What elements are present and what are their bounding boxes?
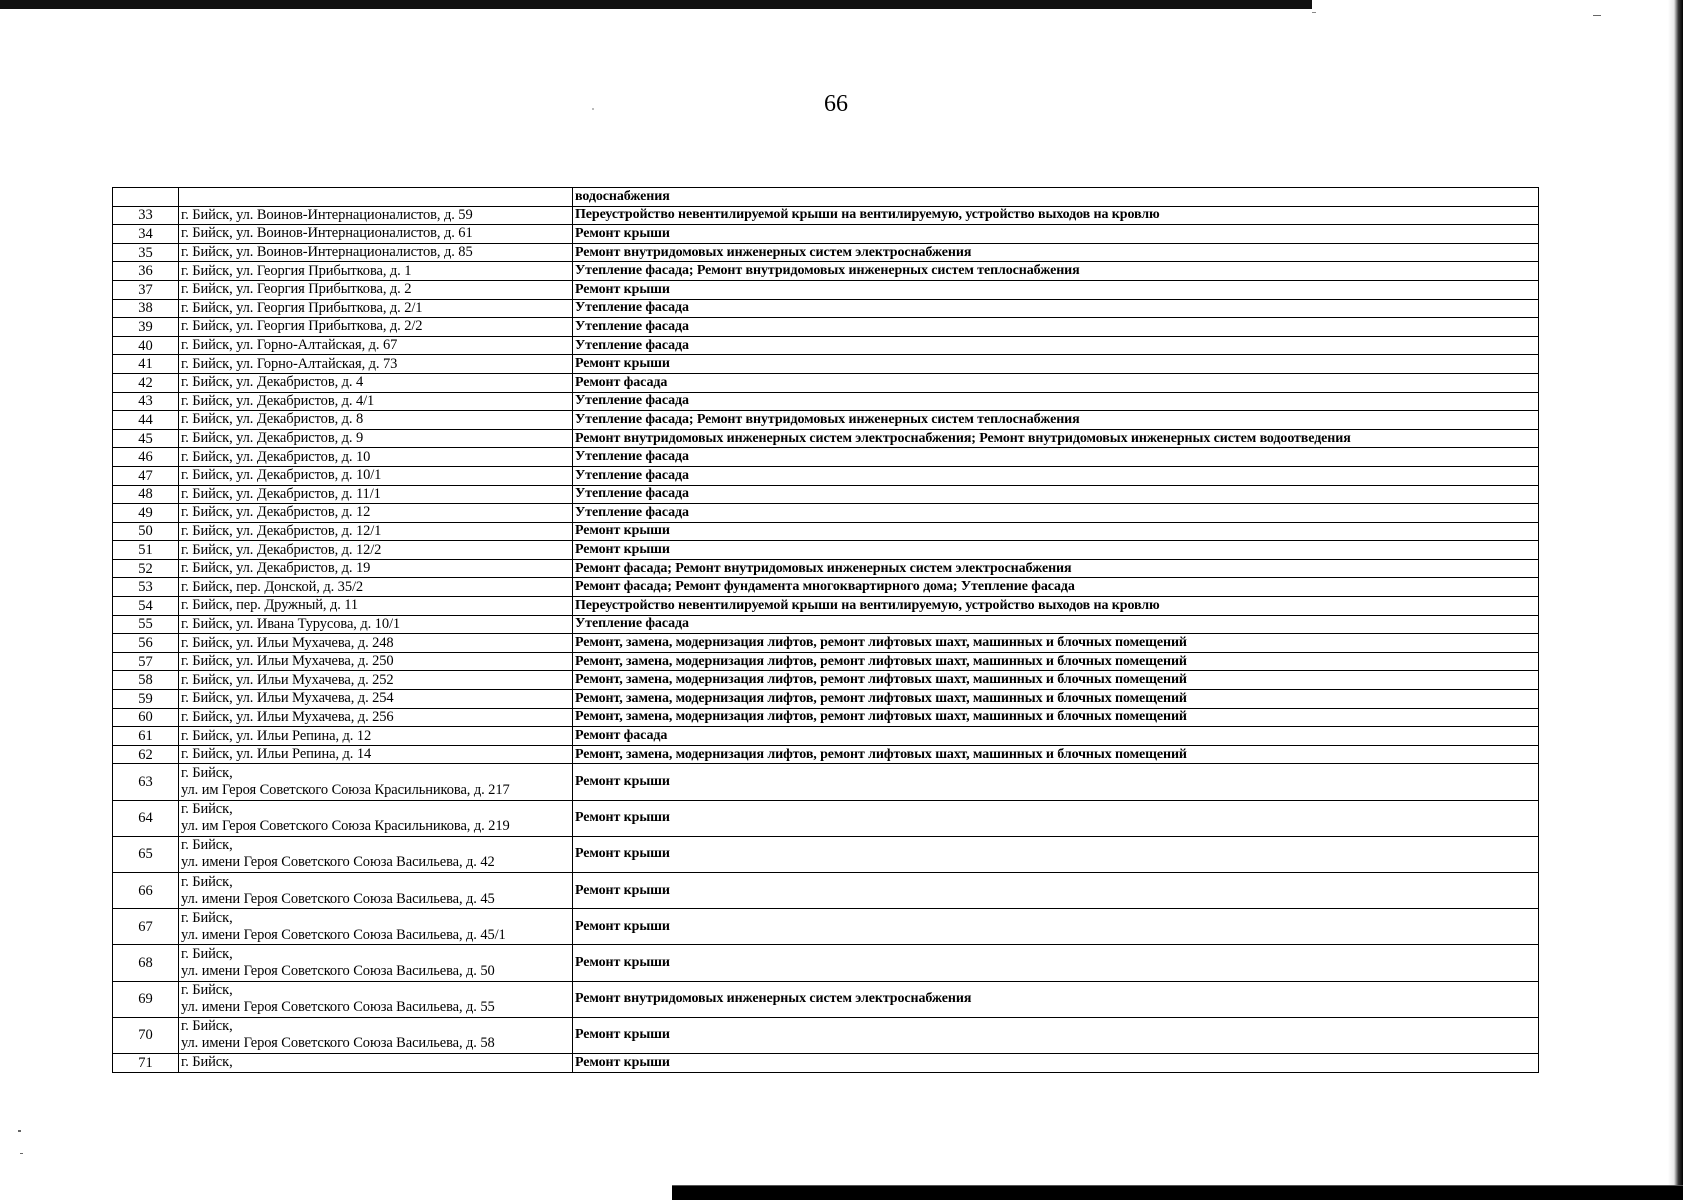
address-cell — [179, 448, 573, 467]
work-type-cell: Утепление фасада — [573, 466, 1539, 485]
row-number-cell: 52 — [113, 559, 179, 578]
row-number-cell: 47 — [113, 466, 179, 485]
scan-speck — [20, 1153, 23, 1154]
address-line: г. Бийск, ул. Декабристов, д. 10/1 — [181, 467, 382, 484]
row-number-cell: 35 — [113, 243, 179, 262]
work-type-cell: Ремонт крыши — [573, 1017, 1539, 1053]
table-row — [113, 504, 1539, 523]
address-cell — [179, 559, 573, 578]
work-type-cell: Ремонт крыши — [573, 800, 1539, 836]
work-type-cell: Ремонт крыши — [573, 1053, 1539, 1072]
row-number-cell: 62 — [113, 745, 179, 764]
address-cell — [179, 206, 573, 225]
work-type-cell: Ремонт крыши — [573, 541, 1539, 560]
table-row — [113, 318, 1539, 337]
address-cell — [179, 909, 573, 945]
row-number-cell: 58 — [113, 671, 179, 690]
address-line: г. Бийск, ул. Декабристов, д. 9 — [181, 430, 364, 447]
work-type-cell: Ремонт внутридомовых инженерных систем электроснабжения — [573, 243, 1539, 262]
row-number-cell: 40 — [113, 336, 179, 355]
work-type-cell: водоснабжения — [573, 188, 1539, 207]
page-number: 66 — [824, 91, 848, 117]
row-number-cell: 41 — [113, 355, 179, 374]
row-number-cell: 42 — [113, 373, 179, 392]
table-row — [113, 299, 1539, 318]
address-line: г. Бийск, — [181, 801, 233, 818]
table-row — [113, 1053, 1539, 1072]
row-number-cell: 46 — [113, 448, 179, 467]
row-number-cell: 67 — [113, 909, 179, 945]
address-cell — [179, 243, 573, 262]
address-line: г. Бийск, ул. Воинов-Интернационалистов, д. 59 — [181, 206, 473, 223]
work-type-cell: Утепление фасада — [573, 615, 1539, 634]
address-cell — [179, 634, 573, 653]
work-type-cell: Утепление фасада — [573, 299, 1539, 318]
table-row — [113, 541, 1539, 560]
scan-border-bottom — [672, 1186, 1683, 1200]
row-number-cell: 39 — [113, 318, 179, 337]
table-row — [113, 373, 1539, 392]
work-type-cell: Ремонт крыши — [573, 355, 1539, 374]
row-number-cell: 60 — [113, 708, 179, 727]
address-cell — [179, 485, 573, 504]
address-line: ул. имени Героя Советского Союза Васильева, д. 42 — [181, 854, 495, 871]
table-row — [113, 909, 1539, 945]
table-row — [113, 634, 1539, 653]
scan-border-top — [0, 0, 1312, 9]
address-cell — [179, 836, 573, 872]
row-number-cell: 63 — [113, 764, 179, 800]
work-type-cell: Ремонт крыши — [573, 225, 1539, 244]
row-number-cell: 54 — [113, 597, 179, 616]
scan-speck — [18, 1130, 21, 1132]
row-number-cell: 59 — [113, 690, 179, 709]
address-line: г. Бийск, ул. Горно-Алтайская, д. 67 — [181, 337, 398, 354]
work-type-cell: Ремонт внутридомовых инженерных систем электроснабжения; Ремонт внутридомовых инженерных систем водоотведения — [573, 429, 1539, 448]
address-cell — [179, 872, 573, 908]
work-type-cell: Ремонт, замена, модернизация лифтов, ремонт лифтовых шахт, машинных и блочных помещений — [573, 745, 1539, 764]
work-type-cell: Ремонт крыши — [573, 522, 1539, 541]
row-number-cell: 44 — [113, 411, 179, 430]
table-row — [113, 280, 1539, 299]
address-cell — [179, 541, 573, 560]
table-row — [113, 392, 1539, 411]
table-row — [113, 429, 1539, 448]
work-type-cell: Утепление фасада; Ремонт внутридомовых инженерных систем теплоснабжения — [573, 262, 1539, 281]
address-line: г. Бийск, ул. Георгия Прибыткова, д. 2 — [181, 281, 412, 298]
row-number-cell — [113, 188, 179, 207]
address-line: г. Бийск, ул. Ильи Мухачева, д. 252 — [181, 671, 394, 688]
table-row — [113, 800, 1539, 836]
address-line: г. Бийск, — [181, 1054, 233, 1071]
address-cell — [179, 981, 573, 1017]
table-row — [113, 764, 1539, 800]
address-cell — [179, 373, 573, 392]
table-row — [113, 836, 1539, 872]
address-line: г. Бийск, ул. Ильи Репина, д. 14 — [181, 746, 372, 763]
repair-schedule-table — [112, 187, 1539, 1073]
address-line: г. Бийск, пер. Дружный, д. 11 — [181, 597, 359, 614]
address-line: г. Бийск, ул. Декабристов, д. 12/1 — [181, 522, 382, 539]
work-type-cell: Ремонт крыши — [573, 764, 1539, 800]
row-number-cell: 66 — [113, 872, 179, 908]
row-number-cell: 65 — [113, 836, 179, 872]
address-line: г. Бийск, — [181, 837, 233, 854]
address-cell — [179, 262, 573, 281]
row-number-cell: 53 — [113, 578, 179, 597]
address-line: г. Бийск, ул. Декабристов, д. 8 — [181, 411, 364, 428]
row-number-cell: 38 — [113, 299, 179, 318]
address-cell — [179, 745, 573, 764]
work-type-cell: Ремонт, замена, модернизация лифтов, ремонт лифтовых шахт, машинных и блочных помещений — [573, 652, 1539, 671]
work-type-cell: Ремонт фасада; Ремонт внутридомовых инженерных систем электроснабжения — [573, 559, 1539, 578]
table-row — [113, 945, 1539, 981]
scan-speck — [1593, 15, 1601, 16]
address-line: г. Бийск, — [181, 982, 233, 999]
address-cell — [179, 652, 573, 671]
table-row — [113, 745, 1539, 764]
scan-border-top-tail — [1312, 12, 1316, 13]
table-row — [113, 448, 1539, 467]
address-line: г. Бийск, ул. Ильи Мухачева, д. 248 — [181, 634, 394, 651]
table-row — [113, 981, 1539, 1017]
work-type-cell: Ремонт фасада; Ремонт фундамента многоквартирного дома; Утепление фасада — [573, 578, 1539, 597]
address-line: г. Бийск, ул. Декабристов, д. 12/2 — [181, 541, 382, 558]
work-type-cell: Ремонт крыши — [573, 945, 1539, 981]
work-type-cell: Утепление фасада — [573, 504, 1539, 523]
table-row — [113, 597, 1539, 616]
address-line: г. Бийск, ул. Ильи Мухачева, д. 250 — [181, 653, 394, 670]
address-cell — [179, 188, 573, 207]
work-type-cell: Ремонт, замена, модернизация лифтов, ремонт лифтовых шахт, машинных и блочных помещений — [573, 708, 1539, 727]
address-line: г. Бийск, ул. Воинов-Интернационалистов, д. 85 — [181, 244, 473, 261]
work-type-cell: Ремонт крыши — [573, 872, 1539, 908]
work-type-cell: Утепление фасада — [573, 485, 1539, 504]
table-row — [113, 615, 1539, 634]
address-cell — [179, 671, 573, 690]
address-line: ул. имени Героя Советского Союза Васильева, д. 55 — [181, 999, 495, 1016]
address-line: г. Бийск, — [181, 1018, 233, 1035]
row-number-cell: 33 — [113, 206, 179, 225]
table-row — [113, 485, 1539, 504]
row-number-cell: 34 — [113, 225, 179, 244]
table-row — [113, 671, 1539, 690]
address-cell — [179, 1053, 573, 1072]
address-line: ул. имени Героя Советского Союза Васильева, д. 45 — [181, 890, 495, 907]
address-line: г. Бийск, ул. Горно-Алтайская, д. 73 — [181, 355, 398, 372]
work-type-cell: Утепление фасада; Ремонт внутридомовых инженерных систем теплоснабжения — [573, 411, 1539, 430]
row-number-cell: 49 — [113, 504, 179, 523]
address-cell — [179, 466, 573, 485]
work-type-cell: Переустройство невентилируемой крыши на вентилируемую, устройство выходов на кровлю — [573, 597, 1539, 616]
table-row — [113, 466, 1539, 485]
address-cell — [179, 280, 573, 299]
address-cell — [179, 597, 573, 616]
address-cell — [179, 764, 573, 800]
row-number-cell: 45 — [113, 429, 179, 448]
work-type-cell: Утепление фасада — [573, 318, 1539, 337]
address-line: г. Бийск, ул. Ильи Мухачева, д. 254 — [181, 690, 394, 707]
address-cell — [179, 945, 573, 981]
address-line: г. Бийск, ул. Декабристов, д. 19 — [181, 560, 371, 577]
table-row — [113, 652, 1539, 671]
address-cell — [179, 392, 573, 411]
address-cell — [179, 504, 573, 523]
row-number-cell: 61 — [113, 727, 179, 746]
address-line: г. Бийск, ул. Декабристов, д. 12 — [181, 504, 371, 521]
work-type-cell: Ремонт, замена, модернизация лифтов, ремонт лифтовых шахт, машинных и блочных помещений — [573, 634, 1539, 653]
address-line: г. Бийск, пер. Донской, д. 35/2 — [181, 578, 364, 595]
scan-speck — [592, 108, 594, 110]
table-row — [113, 411, 1539, 430]
address-line: г. Бийск, — [181, 945, 233, 962]
table-row — [113, 262, 1539, 281]
address-line: г. Бийск, ул. Георгия Прибыткова, д. 1 — [181, 262, 412, 279]
address-line: г. Бийск, ул. Декабристов, д. 4/1 — [181, 392, 375, 409]
address-cell — [179, 429, 573, 448]
address-cell — [179, 708, 573, 727]
work-type-cell: Ремонт фасада — [573, 727, 1539, 746]
address-line: г. Бийск, ул. Ильи Репина, д. 12 — [181, 727, 372, 744]
address-cell — [179, 411, 573, 430]
address-line: г. Бийск, ул. Ивана Турусова, д. 10/1 — [181, 615, 401, 632]
address-cell — [179, 355, 573, 374]
work-type-cell: Утепление фасада — [573, 336, 1539, 355]
table-body — [113, 188, 1539, 1073]
table-row — [113, 522, 1539, 541]
row-number-cell: 48 — [113, 485, 179, 504]
address-line: г. Бийск, ул. Ильи Мухачева, д. 256 — [181, 708, 394, 725]
work-type-cell: Утепление фасада — [573, 448, 1539, 467]
row-number-cell: 37 — [113, 280, 179, 299]
row-number-cell: 43 — [113, 392, 179, 411]
work-type-cell: Ремонт крыши — [573, 280, 1539, 299]
address-line: г. Бийск, ул. Декабристов, д. 4 — [181, 374, 364, 391]
row-number-cell: 50 — [113, 522, 179, 541]
table-row — [113, 225, 1539, 244]
table-row — [113, 206, 1539, 225]
address-cell — [179, 299, 573, 318]
work-type-cell: Ремонт, замена, модернизация лифтов, ремонт лифтовых шахт, машинных и блочных помещений — [573, 671, 1539, 690]
work-type-cell: Ремонт внутридомовых инженерных систем электроснабжения — [573, 981, 1539, 1017]
table-row — [113, 336, 1539, 355]
row-number-cell: 57 — [113, 652, 179, 671]
table-row — [113, 727, 1539, 746]
address-line: ул. имени Героя Советского Союза Васильева, д. 50 — [181, 962, 495, 979]
address-line: г. Бийск, — [181, 765, 233, 781]
work-type-cell: Переустройство невентилируемой крыши на вентилируемую, устройство выходов на кровлю — [573, 206, 1539, 225]
address-cell — [179, 615, 573, 634]
address-line: ул. имени Героя Советского Союза Васильева, д. 45/1 — [181, 926, 506, 943]
table-row — [113, 690, 1539, 709]
row-number-cell: 69 — [113, 981, 179, 1017]
address-cell — [179, 578, 573, 597]
table-row — [113, 355, 1539, 374]
address-line: г. Бийск, ул. Георгия Прибыткова, д. 2/2 — [181, 318, 423, 335]
table-row-continuation — [113, 188, 1539, 207]
row-number-cell: 36 — [113, 262, 179, 281]
address-cell — [179, 336, 573, 355]
table-row — [113, 872, 1539, 908]
work-type-cell: Ремонт, замена, модернизация лифтов, ремонт лифтовых шахт, машинных и блочных помещений — [573, 690, 1539, 709]
scan-border-right — [1668, 0, 1683, 1200]
address-line: г. Бийск, ул. Воинов-Интернационалистов, д. 61 — [181, 225, 473, 242]
table-row — [113, 708, 1539, 727]
address-cell — [179, 690, 573, 709]
address-line: ул. им Героя Советского Союза Красильникова, д. 219 — [181, 818, 510, 835]
work-type-cell: Ремонт крыши — [573, 909, 1539, 945]
address-cell — [179, 522, 573, 541]
address-line: г. Бийск, — [181, 909, 233, 926]
table-row — [113, 559, 1539, 578]
address-line: ул. имени Героя Советского Союза Васильева, д. 58 — [181, 1035, 495, 1052]
table-row — [113, 1017, 1539, 1053]
address-line: г. Бийск, — [181, 873, 233, 890]
row-number-cell: 68 — [113, 945, 179, 981]
row-number-cell: 70 — [113, 1017, 179, 1053]
row-number-cell: 56 — [113, 634, 179, 653]
work-type-cell: Ремонт крыши — [573, 836, 1539, 872]
address-cell — [179, 800, 573, 836]
table-row — [113, 578, 1539, 597]
address-cell — [179, 1017, 573, 1053]
work-type-cell: Утепление фасада — [573, 392, 1539, 411]
address-line: г. Бийск, ул. Декабристов, д. 10 — [181, 448, 371, 465]
address-cell — [179, 225, 573, 244]
address-cell — [179, 727, 573, 746]
work-type-cell: Ремонт фасада — [573, 373, 1539, 392]
row-number-cell: 71 — [113, 1053, 179, 1072]
address-cell — [179, 318, 573, 337]
row-number-cell: 55 — [113, 615, 179, 634]
address-line: г. Бийск, ул. Декабристов, д. 11/1 — [181, 485, 381, 502]
table-row — [113, 243, 1539, 262]
row-number-cell: 51 — [113, 541, 179, 560]
address-line: ул. им Героя Советского Союза Красильникова, д. 217 — [181, 782, 510, 798]
row-number-cell: 64 — [113, 800, 179, 836]
address-line: г. Бийск, ул. Георгия Прибыткова, д. 2/1 — [181, 299, 423, 316]
